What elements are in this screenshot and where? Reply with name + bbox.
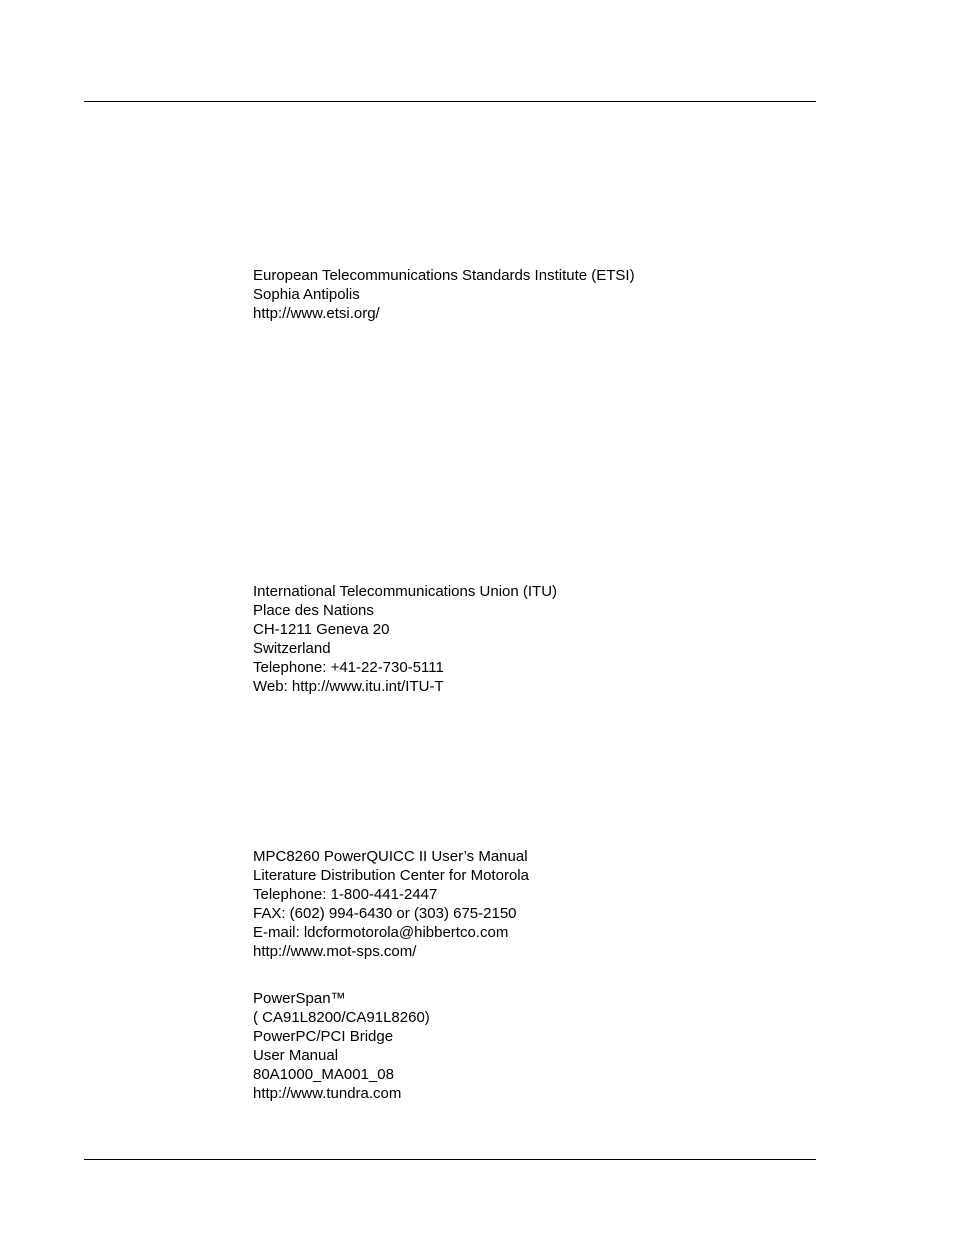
etsi-address-block <box>253 267 635 324</box>
itu-telephone: Telephone: +41-22-730-5111 <box>253 658 444 676</box>
etsi-name: European Telecommunications Standards Institute (ETSI) <box>253 267 635 284</box>
motorola-fax: FAX: (602) 994-6430 or (303) 675-2150 <box>253 904 517 922</box>
footer-rule <box>84 1159 816 1160</box>
itu-country: Switzerland <box>253 639 331 657</box>
itu-address-block <box>253 583 557 696</box>
motorola-manual-title: MPC8260 PowerQUICC II User’s Manual <box>253 848 528 865</box>
tundra-part-numbers: ( CA91L8200/CA91L8260) <box>253 1008 430 1026</box>
tundra-document-type: User Manual <box>253 1046 339 1064</box>
tundra-document-number: 80A1000_MA001_08 <box>253 1065 394 1083</box>
itu-name: International Telecommunications Union (ITU) <box>253 583 558 600</box>
motorola-distribution-center: Literature Distribution Center for Motorola <box>253 866 529 884</box>
motorola-address-block <box>253 848 529 961</box>
itu-web: Web: http://www.itu.int/ITU-T <box>253 677 444 695</box>
motorola-url: http://www.mot-sps.com/ <box>253 942 417 960</box>
itu-street: Place des Nations <box>253 601 374 619</box>
etsi-location: Sophia Antipolis <box>253 285 360 303</box>
tundra-product-name: PowerSpan™ <box>253 990 346 1007</box>
etsi-url: http://www.etsi.org/ <box>253 304 380 322</box>
motorola-email: E-mail: ldcformotorola@hibbertco.com <box>253 923 509 941</box>
itu-city: CH-1211 Geneva 20 <box>253 620 390 638</box>
header-rule <box>84 101 816 102</box>
motorola-telephone: Telephone: 1-800-441-2447 <box>253 885 438 903</box>
tundra-address-block <box>253 990 430 1103</box>
tundra-url: http://www.tundra.com <box>253 1084 402 1102</box>
tundra-product-type: PowerPC/PCI Bridge <box>253 1027 394 1045</box>
